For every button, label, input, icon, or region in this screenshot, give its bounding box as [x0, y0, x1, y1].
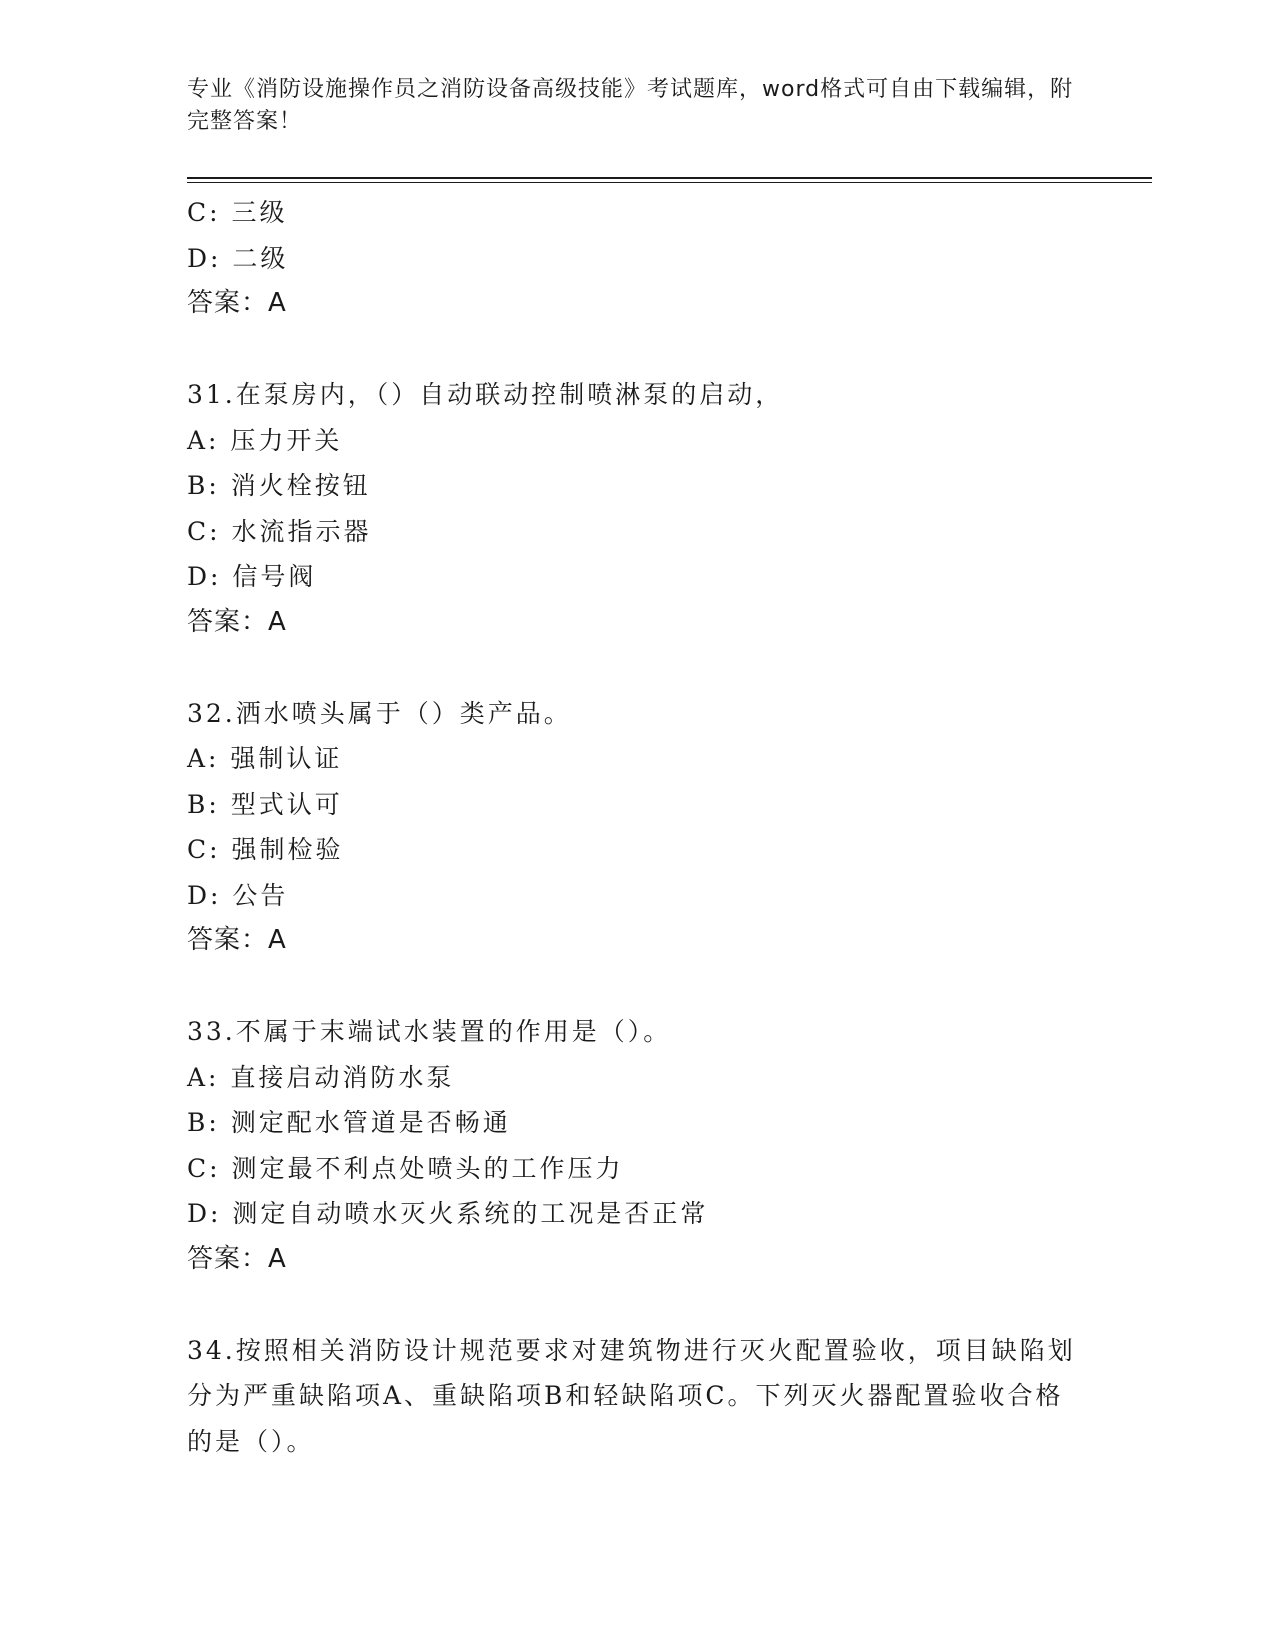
option-d: D: 信号阀	[187, 562, 317, 591]
option-b: B: 测定配水管道是否畅通	[187, 1108, 511, 1137]
option-a: A: 压力开关	[187, 425, 343, 455]
header-divider	[187, 177, 1152, 179]
question-stem: 33.不属于末端试水装置的作用是（）。	[187, 1017, 672, 1046]
option-c: C: 强制检验	[187, 835, 344, 864]
question-stem: 32.洒水喷头属于（）类产品。	[187, 698, 572, 728]
question-stem: 31.在泵房内，（）自动联动控制喷淋泵的启动，	[187, 380, 784, 409]
option-d: D: 测定自动喷水灭火系统的工况是否正常	[187, 1199, 709, 1228]
answer-line: 答案：A	[187, 1243, 287, 1274]
option-b: B: 消火栓按钮	[187, 471, 371, 500]
option-c: C: 水流指示器	[187, 516, 372, 546]
option-d: D: 公告	[187, 880, 289, 910]
question-list	[187, 190, 1087, 1464]
option-b: B: 型式认可	[187, 789, 343, 819]
document-header: 专业《消防设施操作员之消防设备高级技能》考试题库，word格式可自由下载编辑，附完整答案！	[187, 77, 1074, 134]
answer-line: 答案：A	[187, 288, 287, 318]
question-stem: 34.按照相关消防设计规范要求对建筑物进行灭火配置验收，项目缺陷划分为严重缺陷项A、重缺陷项B和轻缺陷项C。下列灭火器配置验收合格的是（）。	[187, 1335, 1076, 1456]
option-a: A: 直接启动消防水泵	[187, 1062, 455, 1092]
answer-line: 答案：A	[187, 925, 287, 955]
option-d: D: 二级	[187, 243, 289, 273]
option-a: A: 强制认证	[187, 744, 343, 773]
header-divider-thin	[187, 182, 1152, 183]
option-c: C: 测定最不利点处喷头的工作压力	[187, 1153, 624, 1183]
answer-line: 答案：A	[187, 606, 287, 637]
option-c: C: 三级	[187, 198, 288, 227]
